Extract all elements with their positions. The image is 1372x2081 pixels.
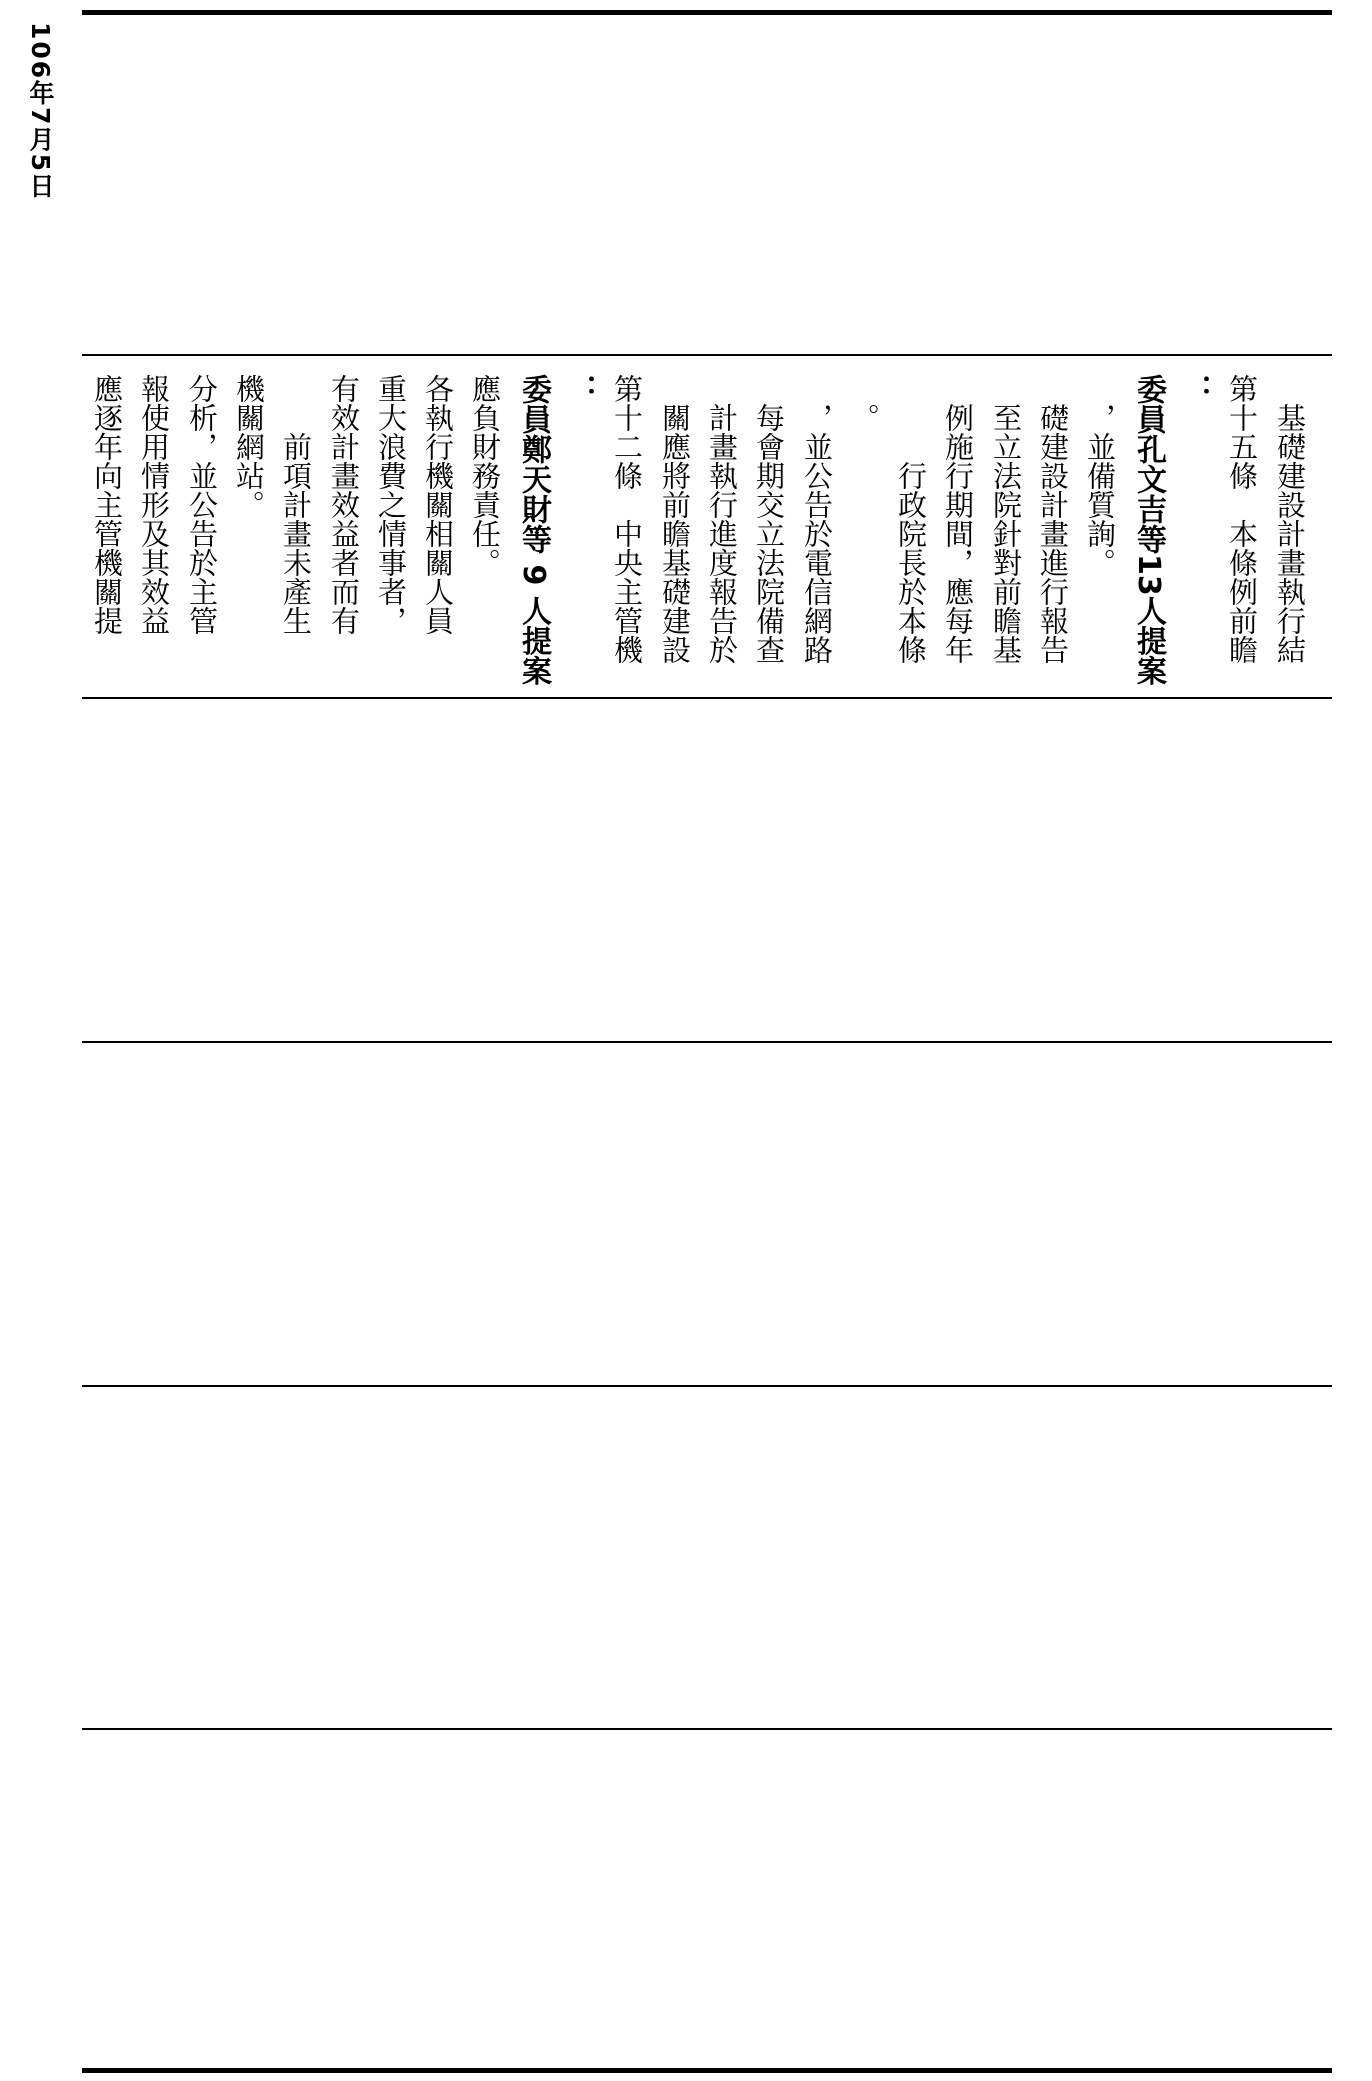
text-line: 關應將前瞻基礎建設 — [658, 403, 692, 664]
text-line: 前項計畫未產生 — [279, 432, 313, 635]
bottom-border — [82, 2068, 1332, 2073]
proposer-heading-line: ： — [563, 374, 598, 404]
row-divider — [82, 354, 1332, 356]
top-border — [82, 10, 1332, 15]
proposal-text-cell — [90, 372, 1330, 697]
text-line: 第十二條 中央主管機 — [610, 374, 644, 664]
text-line: 基礎建設計畫執行結 — [1273, 403, 1307, 664]
text-line: 每會期交立法院備查 — [752, 403, 786, 664]
text-line: 應負財務責任。 — [468, 374, 502, 577]
text-line: 應逐年向主管機關提 — [90, 374, 124, 635]
text-line: 機關網站。 — [232, 374, 266, 519]
row-divider — [82, 1728, 1332, 1730]
page-date: 106年7月5日 — [26, 22, 55, 200]
text-line: 例施行期間，應每年 — [941, 403, 975, 664]
text-line: 各執行機關相關人員 — [421, 374, 455, 635]
text-line: 有效計畫效益者而有 — [327, 374, 361, 635]
text-line: 計畫執行進度報告於 — [705, 403, 739, 664]
proposer-heading-line: 委員鄭天財等 9 人提案 — [516, 374, 551, 686]
text-line: 行政院長於本條 — [894, 461, 928, 664]
text-line: 重大浪費之情事者， — [374, 374, 408, 635]
text-line: 礎建設計畫進行報告 — [1036, 403, 1070, 664]
row-divider — [82, 1385, 1332, 1387]
text-line: 第十五條 本條例前瞻 — [1225, 374, 1259, 664]
text-line: ，並備質詢。 — [1083, 403, 1117, 577]
text-line: 。 — [847, 403, 881, 432]
text-line: 報使用情形及其效益 — [137, 374, 171, 635]
proposer-heading-line: ： — [1178, 374, 1213, 404]
row-divider — [82, 697, 1332, 699]
proposer-heading-line: 委員孔文吉等13人提案 — [1131, 374, 1166, 686]
row-divider — [82, 1041, 1332, 1043]
text-line: ，並公告於電信網路 — [800, 403, 834, 664]
text-line: 分析，並公告於主管 — [185, 374, 219, 635]
text-line: 至立法院針對前瞻基 — [989, 403, 1023, 664]
